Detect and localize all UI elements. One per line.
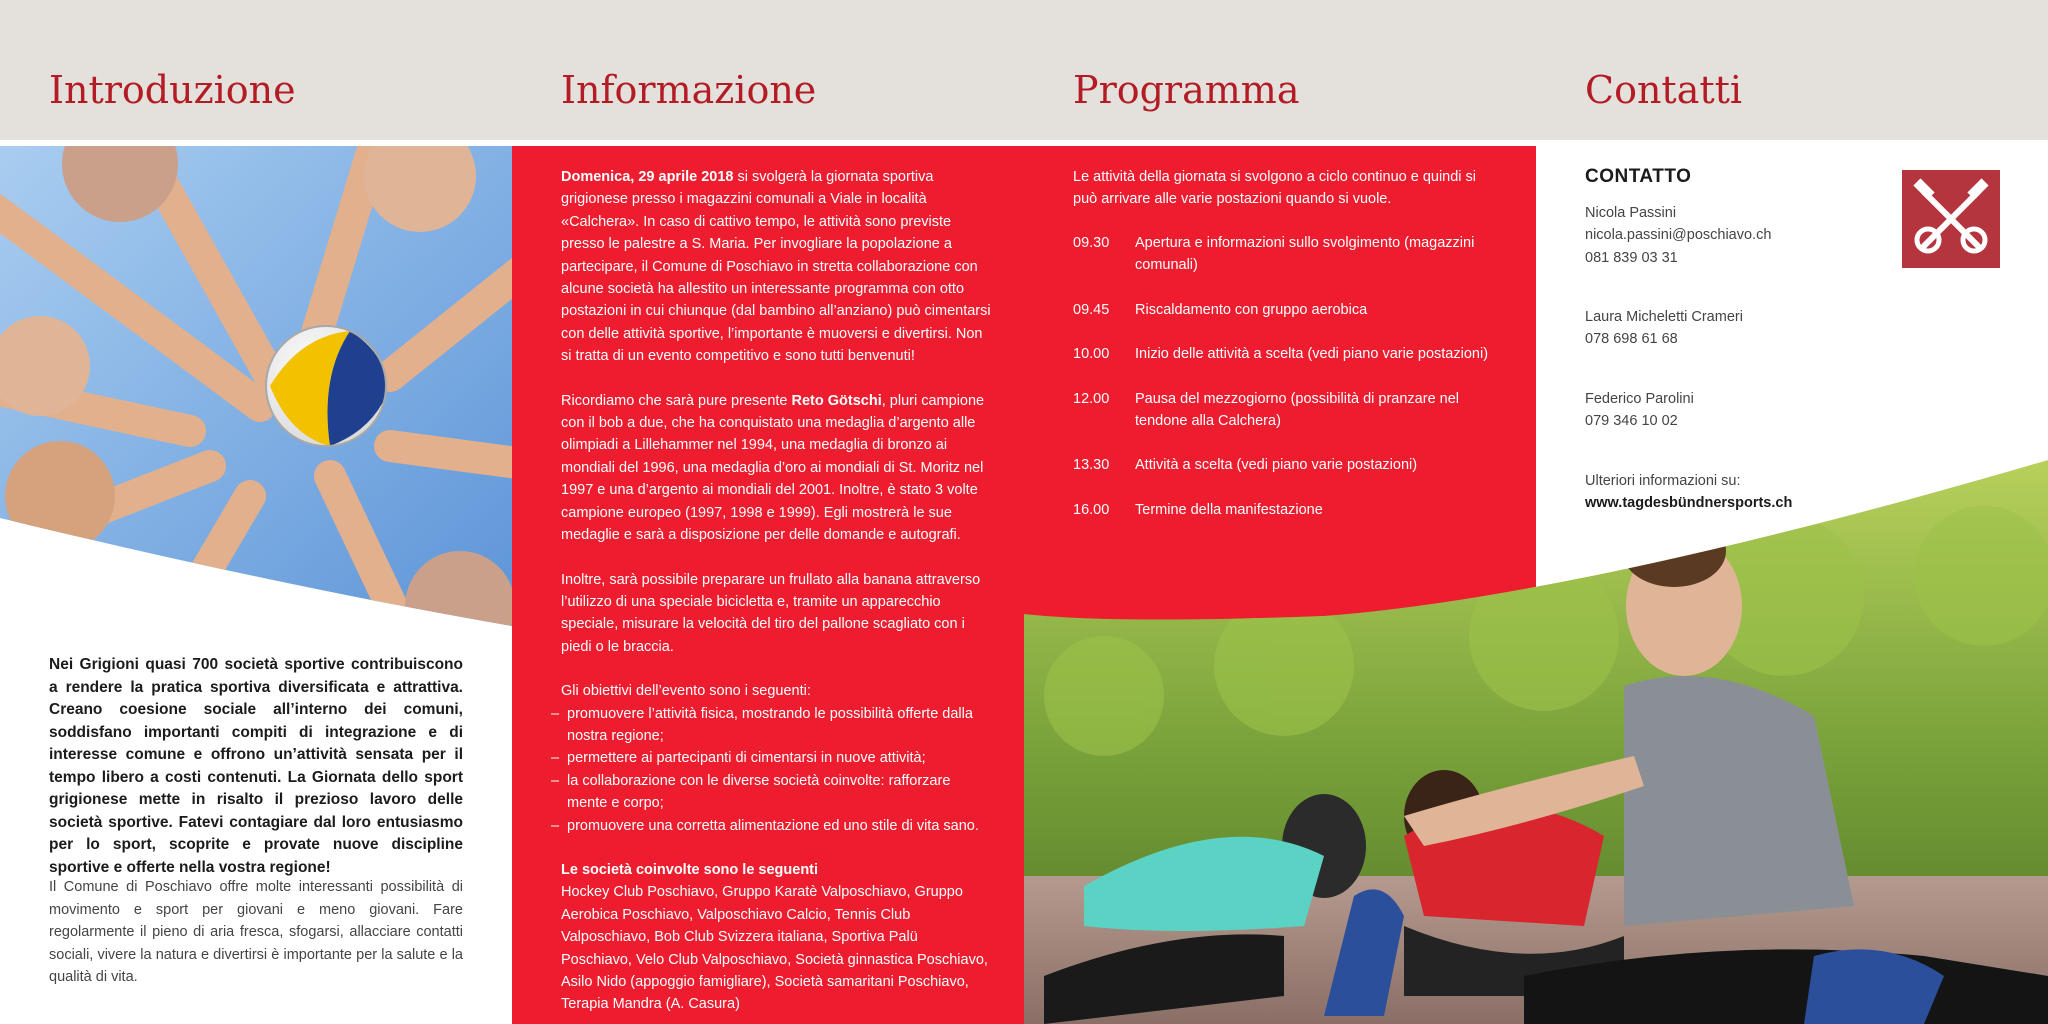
schedule-row [1073, 232, 1503, 277]
contact-phone: 079 346 10 02 [1585, 413, 1678, 430]
guest-name: Reto Götschi [791, 392, 882, 409]
heading-programma: Programma [1073, 68, 1300, 112]
contact-phone: 078 698 61 68 [1585, 331, 1678, 348]
contact-name: Federico Parolini [1585, 391, 1694, 407]
contact-block [1585, 306, 1743, 351]
objectives-intro: Gli obiettivi dell’evento sono i seguenti: [561, 683, 811, 700]
schedule-time: 13.30 [1073, 457, 1110, 474]
list-item: – promuovere l’attività fisica, mostrando le possibilità offerte dalla nostra regione; [557, 703, 991, 748]
list-item: – promuovere una corretta alimentazione ed uno stile di vita sano. [557, 815, 991, 837]
contact-name: Laura Micheletti Crameri [1585, 309, 1743, 325]
column-informazione [512, 146, 1024, 1024]
schedule-row [1073, 299, 1503, 321]
contact-phone: 081 839 03 31 [1585, 249, 1678, 266]
schedule-time: 09.30 [1073, 235, 1110, 251]
contact-block [1585, 202, 1771, 269]
more-info-label: Ulteriori informazioni su: [1585, 473, 1741, 489]
schedule-time: 12.00 [1073, 390, 1110, 407]
info-paragraph-2-text: , pluri campione con il bob a due, che ha conquistato una medaglia d’argento alle olimpiadi a Lillehammer nel 1994, una medaglia di bronzo ai mondiali del 1996, una medaglia d’oro ai mondiali di St. Moritz nel 1997 e una d’argento ai mondiali del 2001. Inoltre, è stato 3 volte campione europeo (1997, 1998 e 1999). Egli mostrerà le sue medaglie e sarà a disposizione per delle domande e autografi. [561, 392, 985, 544]
informazione-text [561, 166, 991, 1016]
list-item: – la collaborazione con le diverse società coinvolte: rafforzare mente e corpo; [557, 770, 991, 815]
stretching-people-photo [1024, 456, 2048, 1024]
societies-heading: Le società coinvolte sono le seguenti [561, 861, 819, 878]
event-date: Domenica, 29 aprile 2018 [561, 169, 734, 185]
schedule-activity: Termine della manifestazione [1135, 501, 1323, 518]
schedule-activity: Inizio delle attività a scelta (vedi piano varie postazioni) [1135, 346, 1489, 363]
schedule-row [1073, 388, 1503, 433]
schedule-time: 09.45 [1073, 301, 1110, 318]
info-paragraph-1 [561, 166, 991, 368]
schedule-activity: Apertura e informazioni sullo svolgimento (magazzini comunali) [1135, 235, 1475, 274]
column-introduzione [0, 146, 512, 1024]
info-paragraph-2-start: Ricordiamo che sarà pure presente [561, 392, 792, 409]
intro-lead-text: Nei Grigioni quasi 700 società sportive contribuiscono a rendere la pratica sportiva diversificata e attrattiva. Creano coesione sociale all’interno dei comuni, soddisfano importanti compiti di integrazione e di interesse comune e offrono un’attività sensata per il tempo libero a costi contenuti. La Giornata dello sport grigionese mette in risalto il prezioso lavoro delle società sportive. Fatevi contagiare dal loro entusiasmo per lo sport, scoprite e provate nuove discipline sportive e offerte nella vostra regione! [49, 656, 463, 876]
schedule-time: 16.00 [1073, 501, 1110, 518]
heading-introduzione: Introduzione [49, 68, 296, 112]
contatto-heading: CONTATTO [1585, 166, 1692, 187]
contact-name: Nicola Passini [1585, 205, 1677, 221]
heading-informazione: Informazione [561, 68, 817, 112]
intro-body-text: Il Comune di Poschiavo offre molte interessanti possibilità di movimento e sport per giovani e meno giovani. Fare regolarmente il pieno di aria fresca, sfogarsi, allacciare contatti sociali, vivere la natura e divertirsi è importante per la salute e la qualità di vita. [49, 879, 463, 985]
schedule-time: 10.00 [1073, 346, 1110, 363]
programma-intro: Le attività della giornata si svolgono a ciclo continuo e quindi si può arrivare alle varie postazioni quando si vuole. [1073, 169, 1477, 208]
info-paragraph-2 [561, 390, 991, 547]
schedule-activity: Pausa del mezzogiorno (possibilità di pranzare nel tendone alla Calchera) [1135, 390, 1460, 430]
societies-list: Hockey Club Poschiavo, Gruppo Karatè Valposchiavo, Gruppo Aerobica Poschiavo, Valposchiavo Calcio, Tennis Club Valposchiavo, Bob Club Svizzera italiana, Sportiva Palü Poschiavo, Velo Club Valposchiavo, Società ginnastica Poschiavo, Asilo Nido (appoggio famigliare), Società samaritani Poschiavo, Terapia Mandra (A. Casura) [561, 884, 988, 1013]
list-item: – permettere ai partecipanti di cimentarsi in nuove attività; [557, 747, 991, 769]
volleyball-hands-photo [0, 146, 512, 626]
schedule-row [1073, 343, 1503, 365]
crossed-keys-icon [1902, 170, 2000, 268]
info-paragraph-3: Inoltre, sarà possibile preparare un frullato alla banana attraverso l’utilizzo di una speciale bicicletta e, tramite un apparecchio speciale, misurare la velocità del tiro del pallone scagliato con i piedi o le braccia. [561, 571, 981, 655]
contact-email[interactable]: nicola.passini@poschiavo.ch [1585, 227, 1772, 244]
objectives-list [561, 703, 991, 837]
heading-contatti: Contatti [1585, 68, 1743, 112]
schedule-activity: Attività a scelta (vedi piano varie postazioni) [1135, 457, 1418, 474]
contact-block [1585, 388, 1694, 433]
info-paragraph-1-text: si svolgerà la giornata sportiva grigionese presso i magazzini comunali a Viale in località «Calchera». In caso di cattivo tempo, le attività sono previste presso le palestre a S. Maria. Per invogliare la popolazione a partecipare, il Comune di Poschiavo in stretta collaborazione con alcune società ha allestito un interessante programma con otto postazioni in cui chiunque (dal bambino all’anziano) può cimentarsi con delle attività sportive, l’importante è muoversi e divertirsi. Non si tratta di un evento competitivo e sono tutti benvenuti! [561, 169, 991, 365]
schedule-activity: Riscaldamento con gruppo aerobica [1135, 301, 1368, 318]
website-link[interactable]: www.tagdesbündnersports.ch [1585, 495, 1793, 512]
